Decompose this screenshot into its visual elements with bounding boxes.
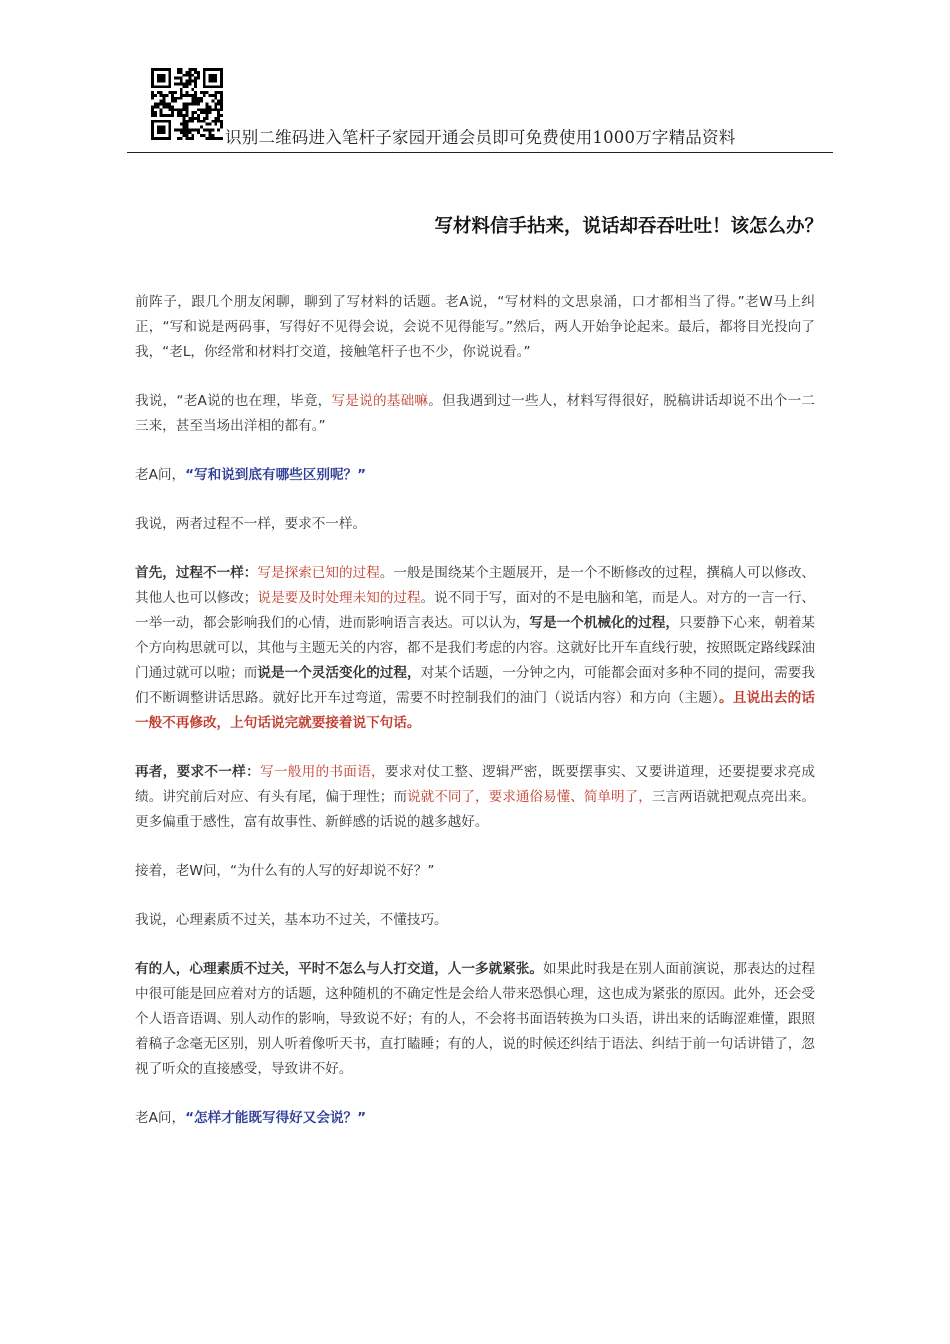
paragraph	[135, 908, 815, 933]
emphasis-text: 说是要及时处理未知的过程	[257, 590, 421, 606]
emphasis-text: 首先，过程不一样：	[135, 565, 258, 581]
emphasis-text: 说是一个灵活变化的过程，	[257, 665, 421, 681]
emphasis-text: “怎样才能既写得好又会说？”	[185, 1110, 367, 1126]
paragraph-text: 我说，心理素质不过关，基本功不过关，不懂技巧。	[135, 912, 448, 928]
paragraph	[135, 512, 815, 537]
emphasis-text: “写和说到底有哪些区别呢？”	[185, 467, 367, 483]
paragraph-text: 接着，老W问，“为什么有的人写的好却说不好？”	[135, 863, 435, 879]
paragraph-text: 老A问，	[135, 467, 186, 483]
emphasis-text: 写是探索已知的过程	[257, 565, 380, 581]
paragraph-text: 我说，两者过程不一样，要求不一样。	[135, 516, 367, 532]
paragraph-text: 三言两语就把观点亮出来。更多偏重于感性，富有故事性、新鲜感的话说的越多越好。	[135, 789, 816, 830]
emphasis-text: 说就不同了，要求通俗易懂、简单明了，	[407, 789, 652, 805]
header-banner: 识别二维码进入笔杆子家园开通会员即可免费使用1000万字精品资料	[225, 128, 736, 147]
emphasis-text: 写是一个机械化的过程，	[529, 615, 680, 631]
paragraph	[135, 859, 815, 884]
paragraph-text: 要求对仗工整、逻辑严密，既要摆事实、又要讲道理，还要提要求亮成绩。讲究前后对应、有头有尾，偏于理性；而	[135, 764, 816, 805]
emphasis-text: 写是说的基础嘛	[331, 393, 429, 409]
paragraph-text: 。一般是围绕某个主题展开，是一个不断修改的过程，撰稿人可以修改、其他人也可以修改；	[135, 565, 816, 606]
paragraph	[135, 561, 815, 736]
paragraph-text: 前阵子，跟几个朋友闲聊，聊到了写材料的话题。老A说，“写材料的文思泉涌，口才都相当了得。”老W马上纠正，“写和说是两码事，写得好不见得会说，会说不见得能写。”然后，两人开始争论起来。最后，都将目光投向了我，“老L，你经常和材料打交道，接触笔杆子也不少，你说说看。”	[135, 294, 815, 360]
paragraph-text: 只要静下心来，朝着某个方向构思就可以，其他与主题无关的内容，都不是我们考虑的内容。这就好比开车直线行驶，按照既定路线踩油门通过就可以啦；而	[135, 615, 816, 681]
article-body	[135, 290, 815, 1155]
qr-code-icon[interactable]	[151, 68, 223, 140]
paragraph	[135, 389, 815, 439]
emphasis-text: 。且说出去的话一般不再修改，上句话说完就要接着说下句话。	[135, 690, 815, 731]
paragraph-text: 如果此时我是在别人面前演说，那表达的过程中很可能是回应着对方的话题，这种随机的不确定性是会给人带来恐惧心理，这也成为紧张的原因。此外，还会受个人语音语调、别人动作的影响，导致说不好；有的人，不会将书面语转换为口头语，讲出来的话晦涩难懂，跟照着稿子念毫无区别，别人听着像听天书，直打瞌睡；有的人，说的时候还纠结于语法、纠结于前一句话讲错了，忽视了听众的直接感受，导致讲不好。	[135, 961, 816, 1077]
paragraph-text: 。说不同于写，面对的不是电脑和笔，而是人。对方的一言一行、一举一动，都会影响我们的心情，进而影响语言表达。可以认为，	[135, 590, 816, 631]
paragraph	[135, 463, 815, 488]
page-header	[127, 68, 833, 153]
emphasis-text: 有的人，心理素质不过关，平时不怎么与人打交道，人一多就紧张。	[135, 961, 544, 977]
emphasis-text: 写一般用的书面语，	[259, 764, 385, 780]
paragraph	[135, 957, 815, 1082]
paragraph-text: 老A问，	[135, 1110, 186, 1126]
paragraph-text: 我说，“老A说的也在理，毕竟，	[135, 393, 332, 409]
paragraph-text: 。但我遇到过一些人，材料写得很好，脱稿讲话却说不出个一二三来，甚至当场出洋相的都有。”	[135, 393, 816, 434]
article-title: 写材料信手拈来，说话却吞吞吐吐！该怎么办？	[434, 216, 823, 237]
paragraph	[135, 1106, 815, 1131]
paragraph	[135, 760, 815, 835]
emphasis-text: 再者，要求不一样：	[135, 764, 260, 780]
paragraph-text: 对某个话题，一分钟之内，可能都会面对多种不同的提问，需要我们不断调整讲话思路。就好比开车过弯道，需要不时控制我们的油门（说话内容）和方向（主题）	[135, 665, 816, 706]
paragraph	[135, 290, 815, 365]
